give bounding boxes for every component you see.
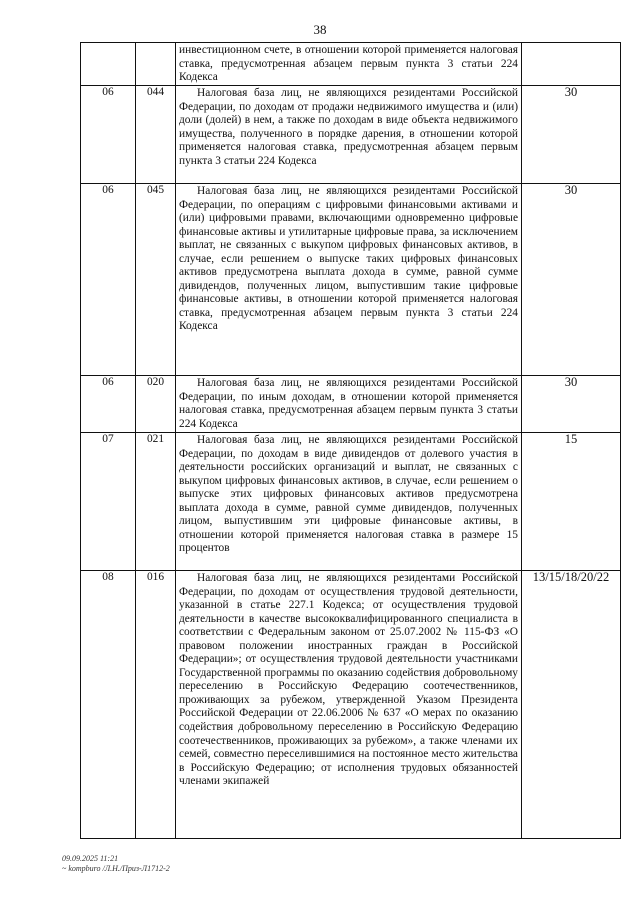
rate-cell: 30: [522, 184, 621, 376]
table-row: [81, 376, 621, 433]
footer-timestamp: 09.09.2025 11:21: [62, 854, 119, 863]
description-text: Налоговая база лиц, не являющихся резидентами Российской Федерации, по иным доходам, в отношении которой применяется налоговая ставка, предусмотренная абзацем первым пункта 3 статьи 224 Кодекса: [179, 377, 518, 430]
table-row: [81, 433, 621, 571]
description-text: Налоговая база лиц, не являющихся резидентами Российской Федерации, по операциям с цифровыми финансовыми активами и (или) цифровыми правами, включающими одновременно цифровые финансовые активы и утилитарные цифровые права, за исключением выплат, не связанных с выкупом цифровых финансовых активов, в случае, если решением о выпуске таких цифровых финансовых активов предусмотрена выплата дохода в сумме, равной сумме дивидендов, полученных лицом, выпустившим такие цифровые финансовые активы, в отношении которой применяется налоговая ставка, предусмотренная абзацем первым пункта 3 статьи 224 Кодекса: [179, 185, 518, 333]
description-text: инвестиционном счете, в отношении которой применяется налоговая ставка, предусмотренная абзацем первым пункта 3 статьи 224 Кодекса: [179, 44, 518, 84]
description-cell: [176, 376, 522, 433]
table-row: [81, 571, 621, 839]
page-number: 38: [313, 22, 327, 37]
rate-cell: 30: [522, 376, 621, 433]
code1-cell: 06: [81, 376, 136, 433]
code2-cell: 021: [136, 433, 176, 571]
description-cell: [176, 433, 522, 571]
rate-cell: 15: [522, 433, 621, 571]
code1-cell: 08: [81, 571, 136, 839]
code2-cell: 020: [136, 376, 176, 433]
table-row: [81, 86, 621, 184]
description-text: Налоговая база лиц, не являющихся резидентами Российской Федерации, по доходам от осуществления трудовой деятельности, указанной в статье 227.1 Кодекса; от осуществления трудовой деятельности в качестве высококвалифицированного специалиста в соответствии с Федеральным законом от 25.07.2002 № 115-ФЗ «О правовом положении иностранных граждан в Российской Федерации»; от осуществления трудовой деятельности участниками Государственной программы по оказанию содействия добровольному переселению в Российскую Федерацию соотечественников, проживающих за рубежом, утвержденной Указом Президента Российской Федерации от 22.06.2006 № 637 «О мерах по оказанию содействия добровольному переселению в Российскую Федерацию соотечественников, проживающих за рубежом», а также членами их семей, совместно переселившимися на постоянное место жительства в Российскую Федерацию; от исполнения трудовых обязанностей членами экипажей: [179, 572, 518, 788]
code2-cell: 045: [136, 184, 176, 376]
tax-base-codes-table: [80, 42, 621, 839]
code2-cell: 016: [136, 571, 176, 839]
footer-doc-ref: ~ kompburo /Л.Н./Приз-Л1712-2: [62, 864, 170, 873]
code1-cell: 06: [81, 86, 136, 184]
table-row: [81, 184, 621, 376]
code2-cell: [136, 43, 176, 86]
code1-cell: [81, 43, 136, 86]
description-cell: [176, 86, 522, 184]
description-text: Налоговая база лиц, не являющихся резидентами Российской Федерации, по доходам в виде дивидендов от долевого участия в деятельности российских организаций и выплат, не связанных с выкупом цифровых финансовых активов, в случае, если решением о выпуске этих цифровых финансовых активов предусмотрена выплата дохода в сумме, равной сумме дивидендов, полученных лицом, выпустившим эти цифровые финансовые активы, в отношении которой применяется налоговая ставка в размере 15 процентов: [179, 434, 518, 555]
rate-cell: 13/15/18/20/22: [522, 571, 621, 839]
rate-cell: 30: [522, 86, 621, 184]
description-cell: [176, 43, 522, 86]
code1-cell: 07: [81, 433, 136, 571]
code2-cell: 044: [136, 86, 176, 184]
description-cell: [176, 184, 522, 376]
code1-cell: 06: [81, 184, 136, 376]
table-row: [81, 43, 621, 86]
description-text: Налоговая база лиц, не являющихся резидентами Российской Федерации, по доходам от продажи недвижимого имущества и (или) доли (долей) в нем, а также по доходам в виде объекта недвижимого имущества, полученного в порядке дарения, в отношении которой применяется налоговая ставка, предусмотренная абзацем первым пункта 3 статьи 224 Кодекса: [179, 87, 518, 167]
rate-cell: [522, 43, 621, 86]
description-cell: [176, 571, 522, 839]
footer-stamp: [62, 854, 170, 874]
